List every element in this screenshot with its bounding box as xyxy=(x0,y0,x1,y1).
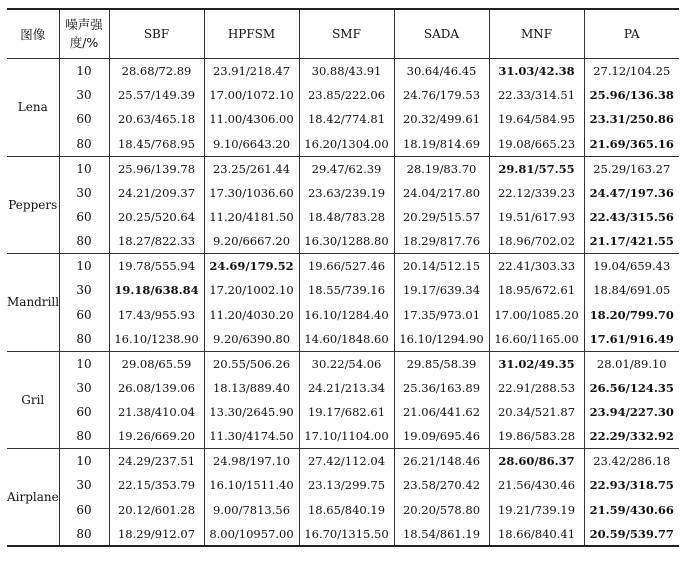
cell-value: 20.34/521.87 xyxy=(497,405,576,420)
cell-value: 9.10/6643.20 xyxy=(212,136,291,151)
cell-hpfsm xyxy=(204,424,299,448)
cell-value: 24.21/209.37 xyxy=(117,185,196,200)
cell-value: 11.20/4181.50 xyxy=(209,210,294,225)
cell-value: 17.43/955.93 xyxy=(117,307,196,322)
cell-value: 17.35/973.01 xyxy=(402,307,481,322)
cell-value: 16.60/1165.00 xyxy=(494,331,579,346)
cell-value: 29.47/62.39 xyxy=(311,161,382,176)
cell-value: 8.00/10957.00 xyxy=(209,526,294,541)
cell-value: 23.42/286.18 xyxy=(593,454,671,469)
cell-value: 19.09/695.46 xyxy=(402,429,481,444)
best-value: 21.69/365.16 xyxy=(589,136,674,151)
cell-sada xyxy=(394,156,489,180)
best-value: 21.17/421.55 xyxy=(589,234,674,249)
cell-value: 19.64/584.95 xyxy=(497,112,576,127)
noise-column-header xyxy=(59,9,109,59)
cell-pa xyxy=(584,449,679,473)
cell-value: 18.84/691.05 xyxy=(593,283,671,298)
cell-hpfsm xyxy=(204,302,299,326)
cell-mnf xyxy=(489,59,584,83)
noise-level: 10 xyxy=(59,254,109,278)
cell-sbf xyxy=(109,180,204,204)
noise-level: 80 xyxy=(59,327,109,351)
cell-smf xyxy=(299,229,394,253)
best-value: 17.61/916.49 xyxy=(589,331,674,346)
cell-sada xyxy=(394,254,489,278)
cell-sbf xyxy=(109,376,204,400)
cell-value: 9.20/6667.20 xyxy=(212,234,291,249)
cell-smf xyxy=(299,327,394,351)
cell-sada xyxy=(394,498,489,522)
method-header-sada: SADA xyxy=(394,9,489,59)
noise-level: 30 xyxy=(59,376,109,400)
cell-value: 18.45/768.95 xyxy=(117,136,196,151)
best-value: 21.59/430.66 xyxy=(589,502,674,517)
table-row xyxy=(7,107,679,131)
cell-mnf xyxy=(489,83,584,107)
cell-value: 18.66/840.41 xyxy=(497,526,576,541)
best-value: 20.59/539.77 xyxy=(589,526,674,541)
cell-mnf xyxy=(489,107,584,131)
cell-sada xyxy=(394,229,489,253)
cell-value: 11.00/4306.00 xyxy=(209,112,294,127)
cell-value: 18.54/861.19 xyxy=(402,526,481,541)
noise-level: 10 xyxy=(59,351,109,375)
cell-sbf xyxy=(109,59,204,83)
cell-value: 20.14/512.15 xyxy=(402,259,481,274)
cell-hpfsm xyxy=(204,156,299,180)
table-row xyxy=(7,449,679,473)
cell-hpfsm xyxy=(204,83,299,107)
cell-value: 20.25/520.64 xyxy=(117,210,196,225)
image-column-header: 图像 xyxy=(7,9,59,59)
table-row xyxy=(7,424,679,448)
cell-value: 24.21/213.34 xyxy=(307,380,386,395)
best-value: 24.47/197.36 xyxy=(589,185,674,200)
cell-value: 20.29/515.57 xyxy=(402,210,481,225)
cell-value: 24.04/217.80 xyxy=(402,185,481,200)
cell-value: 25.96/139.78 xyxy=(117,161,196,176)
cell-pa xyxy=(584,83,679,107)
header-row xyxy=(7,9,679,59)
cell-value: 19.08/665.23 xyxy=(497,136,576,151)
noise-level: 60 xyxy=(59,498,109,522)
best-value: 28.60/86.37 xyxy=(498,454,575,469)
cell-sbf xyxy=(109,302,204,326)
cell-sbf xyxy=(109,400,204,424)
cell-pa xyxy=(584,107,679,131)
method-header-sbf: SBF xyxy=(109,9,204,59)
cell-sbf xyxy=(109,424,204,448)
cell-value: 19.66/527.46 xyxy=(307,259,386,274)
cell-sbf xyxy=(109,205,204,229)
noise-level: 60 xyxy=(59,302,109,326)
cell-sada xyxy=(394,449,489,473)
cell-sbf xyxy=(109,107,204,131)
cell-mnf xyxy=(489,351,584,375)
cell-value: 18.42/774.81 xyxy=(307,112,386,127)
best-value: 18.20/799.70 xyxy=(589,307,674,322)
cell-smf xyxy=(299,522,394,546)
cell-value: 18.65/840.19 xyxy=(307,502,386,517)
cell-hpfsm xyxy=(204,449,299,473)
noise-header-line1: 噪声强 xyxy=(65,17,103,32)
cell-value: 20.20/578.80 xyxy=(402,502,481,517)
cell-value: 16.20/1304.00 xyxy=(304,136,389,151)
method-header-pa: PA xyxy=(584,9,679,59)
noise-level: 80 xyxy=(59,132,109,156)
method-header-mnf: MNF xyxy=(489,9,584,59)
cell-hpfsm xyxy=(204,522,299,546)
cell-sada xyxy=(394,83,489,107)
cell-value: 17.00/1085.20 xyxy=(494,307,579,322)
cell-sbf xyxy=(109,278,204,302)
cell-value: 30.22/54.06 xyxy=(311,356,382,371)
cell-pa xyxy=(584,59,679,83)
best-value: 22.29/332.92 xyxy=(589,429,674,444)
cell-value: 16.70/1315.50 xyxy=(304,526,389,541)
cell-hpfsm xyxy=(204,351,299,375)
cell-smf xyxy=(299,254,394,278)
cell-mnf xyxy=(489,132,584,156)
cell-smf xyxy=(299,132,394,156)
cell-hpfsm xyxy=(204,278,299,302)
cell-value: 17.30/1036.60 xyxy=(209,185,294,200)
cell-value: 22.33/314.51 xyxy=(497,88,576,103)
noise-level: 80 xyxy=(59,522,109,546)
cell-mnf xyxy=(489,473,584,497)
cell-pa xyxy=(584,180,679,204)
cell-value: 22.12/339.23 xyxy=(497,185,576,200)
cell-mnf xyxy=(489,254,584,278)
best-value: 31.02/49.35 xyxy=(498,356,575,371)
cell-value: 20.63/465.18 xyxy=(117,112,196,127)
cell-sada xyxy=(394,205,489,229)
table-row xyxy=(7,376,679,400)
cell-value: 23.63/239.19 xyxy=(307,185,386,200)
cell-value: 23.25/261.44 xyxy=(212,161,291,176)
cell-value: 21.56/430.46 xyxy=(497,478,576,493)
cell-pa xyxy=(584,327,679,351)
cell-hpfsm xyxy=(204,498,299,522)
cell-mnf xyxy=(489,498,584,522)
table-row xyxy=(7,498,679,522)
cell-value: 19.86/583.28 xyxy=(497,429,576,444)
cell-smf xyxy=(299,59,394,83)
cell-value: 24.98/197.10 xyxy=(212,454,291,469)
cell-value: 26.08/139.06 xyxy=(117,380,196,395)
best-value: 22.93/318.75 xyxy=(589,478,674,493)
noise-level: 60 xyxy=(59,205,109,229)
cell-value: 9.20/6390.80 xyxy=(212,331,291,346)
cell-value: 28.68/72.89 xyxy=(121,63,192,78)
cell-smf xyxy=(299,376,394,400)
cell-pa xyxy=(584,156,679,180)
cell-pa xyxy=(584,132,679,156)
cell-value: 16.10/1511.40 xyxy=(209,478,294,493)
cell-mnf xyxy=(489,205,584,229)
cell-smf xyxy=(299,107,394,131)
cell-smf xyxy=(299,449,394,473)
cell-value: 20.12/601.28 xyxy=(117,502,196,517)
cell-value: 16.10/1294.90 xyxy=(399,331,484,346)
cell-hpfsm xyxy=(204,107,299,131)
cell-pa xyxy=(584,473,679,497)
cell-mnf xyxy=(489,327,584,351)
cell-value: 19.26/669.20 xyxy=(117,429,196,444)
cell-sbf xyxy=(109,351,204,375)
cell-smf xyxy=(299,156,394,180)
cell-hpfsm xyxy=(204,180,299,204)
cell-value: 17.00/1072.10 xyxy=(209,88,294,103)
cell-value: 22.15/353.79 xyxy=(117,478,196,493)
cell-sada xyxy=(394,424,489,448)
cell-value: 23.58/270.42 xyxy=(402,478,481,493)
cell-value: 19.17/682.61 xyxy=(307,405,386,420)
table-row xyxy=(7,132,679,156)
cell-smf xyxy=(299,498,394,522)
best-value: 29.81/57.55 xyxy=(498,161,575,176)
cell-value: 13.30/2645.90 xyxy=(209,405,294,420)
table-row xyxy=(7,327,679,351)
cell-value: 9.00/7813.56 xyxy=(212,502,291,517)
cell-value: 18.13/889.40 xyxy=(212,380,291,395)
cell-value: 25.57/149.39 xyxy=(117,88,196,103)
cell-value: 23.91/218.47 xyxy=(212,63,291,78)
cell-value: 19.04/659.43 xyxy=(593,259,671,274)
noise-level: 30 xyxy=(59,278,109,302)
cell-mnf xyxy=(489,229,584,253)
cell-mnf xyxy=(489,522,584,546)
image-name: Mandrill xyxy=(7,254,59,352)
cell-value: 23.13/299.75 xyxy=(307,478,386,493)
cell-value: 17.20/1002.10 xyxy=(209,283,294,298)
noise-level: 80 xyxy=(59,424,109,448)
image-name: Peppers xyxy=(7,156,59,254)
cell-pa xyxy=(584,424,679,448)
cell-pa xyxy=(584,229,679,253)
cell-sada xyxy=(394,400,489,424)
cell-sbf xyxy=(109,83,204,107)
results-table xyxy=(7,8,679,547)
cell-mnf xyxy=(489,424,584,448)
cell-mnf xyxy=(489,156,584,180)
cell-smf xyxy=(299,351,394,375)
cell-mnf xyxy=(489,180,584,204)
cell-value: 29.85/58.39 xyxy=(406,356,477,371)
cell-sbf xyxy=(109,229,204,253)
cell-mnf xyxy=(489,278,584,302)
table-row xyxy=(7,180,679,204)
cell-value: 30.64/46.45 xyxy=(406,63,477,78)
cell-value: 20.32/499.61 xyxy=(402,112,481,127)
cell-sada xyxy=(394,132,489,156)
table-row xyxy=(7,351,679,375)
cell-value: 17.10/1104.00 xyxy=(304,429,389,444)
cell-sada xyxy=(394,302,489,326)
table-row xyxy=(7,254,679,278)
best-value: 25.96/136.38 xyxy=(589,88,674,103)
image-name: Airplane xyxy=(7,449,59,547)
cell-smf xyxy=(299,278,394,302)
cell-hpfsm xyxy=(204,229,299,253)
noise-level: 10 xyxy=(59,156,109,180)
best-value: 22.43/315.56 xyxy=(589,210,674,225)
cell-sbf xyxy=(109,449,204,473)
best-value: 19.18/638.84 xyxy=(114,283,199,298)
cell-hpfsm xyxy=(204,400,299,424)
cell-mnf xyxy=(489,302,584,326)
cell-value: 26.21/148.46 xyxy=(402,454,481,469)
cell-value: 22.41/303.33 xyxy=(497,259,576,274)
cell-value: 24.76/179.53 xyxy=(402,88,481,103)
cell-value: 16.10/1284.40 xyxy=(304,307,389,322)
cell-mnf xyxy=(489,376,584,400)
method-header-hpfsm: HPFSM xyxy=(204,9,299,59)
cell-sada xyxy=(394,327,489,351)
noise-level: 10 xyxy=(59,449,109,473)
cell-value: 18.48/783.28 xyxy=(307,210,386,225)
table-row xyxy=(7,302,679,326)
table-row xyxy=(7,473,679,497)
cell-pa xyxy=(584,376,679,400)
cell-value: 18.95/672.61 xyxy=(497,283,576,298)
cell-value: 27.42/112.04 xyxy=(307,454,386,469)
cell-mnf xyxy=(489,400,584,424)
table-row xyxy=(7,205,679,229)
best-value: 24.69/179.52 xyxy=(209,259,294,274)
cell-value: 23.85/222.06 xyxy=(307,88,386,103)
cell-pa xyxy=(584,498,679,522)
cell-value: 28.01/89.10 xyxy=(596,356,667,371)
cell-value: 16.30/1288.80 xyxy=(304,234,389,249)
cell-value: 24.29/237.51 xyxy=(117,454,196,469)
cell-mnf xyxy=(489,449,584,473)
cell-value: 18.29/912.07 xyxy=(117,526,196,541)
cell-value: 18.96/702.02 xyxy=(497,234,576,249)
cell-value: 30.88/43.91 xyxy=(311,63,382,78)
image-name: Lena xyxy=(7,59,59,157)
cell-value: 21.38/410.04 xyxy=(117,405,196,420)
table-row xyxy=(7,156,679,180)
cell-value: 19.17/639.34 xyxy=(402,283,481,298)
cell-smf xyxy=(299,180,394,204)
cell-hpfsm xyxy=(204,59,299,83)
cell-hpfsm xyxy=(204,327,299,351)
cell-sada xyxy=(394,107,489,131)
table-row xyxy=(7,278,679,302)
best-value: 23.94/227.30 xyxy=(589,405,674,420)
cell-sbf xyxy=(109,473,204,497)
table-row xyxy=(7,229,679,253)
cell-value: 11.20/4030.20 xyxy=(209,307,294,322)
cell-value: 29.08/65.59 xyxy=(121,356,192,371)
cell-value: 18.55/739.16 xyxy=(307,283,386,298)
method-header-smf: SMF xyxy=(299,9,394,59)
table-row xyxy=(7,59,679,83)
best-value: 31.03/42.38 xyxy=(498,63,575,78)
cell-sada xyxy=(394,59,489,83)
cell-smf xyxy=(299,473,394,497)
cell-sada xyxy=(394,376,489,400)
cell-pa xyxy=(584,254,679,278)
cell-sbf xyxy=(109,498,204,522)
cell-sada xyxy=(394,278,489,302)
cell-hpfsm xyxy=(204,473,299,497)
cell-sbf xyxy=(109,156,204,180)
cell-value: 18.27/822.33 xyxy=(117,234,196,249)
cell-pa xyxy=(584,351,679,375)
cell-sbf xyxy=(109,254,204,278)
cell-value: 20.55/506.26 xyxy=(212,356,291,371)
cell-sada xyxy=(394,180,489,204)
noise-level: 10 xyxy=(59,59,109,83)
cell-smf xyxy=(299,302,394,326)
cell-value: 22.91/288.53 xyxy=(497,380,576,395)
noise-level: 30 xyxy=(59,473,109,497)
cell-sbf xyxy=(109,327,204,351)
cell-value: 19.21/739.19 xyxy=(497,502,576,517)
cell-pa xyxy=(584,302,679,326)
cell-value: 16.10/1238.90 xyxy=(114,331,199,346)
cell-value: 25.29/163.27 xyxy=(593,161,671,176)
cell-sada xyxy=(394,522,489,546)
cell-hpfsm xyxy=(204,205,299,229)
table-row xyxy=(7,522,679,546)
cell-sbf xyxy=(109,522,204,546)
table-row xyxy=(7,400,679,424)
cell-value: 18.29/817.76 xyxy=(402,234,481,249)
cell-hpfsm xyxy=(204,132,299,156)
cell-value: 14.60/1848.60 xyxy=(304,331,389,346)
cell-pa xyxy=(584,400,679,424)
best-value: 23.31/250.86 xyxy=(589,112,674,127)
cell-smf xyxy=(299,400,394,424)
noise-level: 60 xyxy=(59,107,109,131)
cell-sada xyxy=(394,473,489,497)
cell-smf xyxy=(299,205,394,229)
cell-value: 18.19/814.69 xyxy=(402,136,481,151)
cell-value: 11.30/4174.50 xyxy=(209,429,294,444)
cell-value: 19.78/555.94 xyxy=(117,259,196,274)
cell-sada xyxy=(394,351,489,375)
cell-value: 19.51/617.93 xyxy=(497,210,576,225)
table-body xyxy=(7,59,679,547)
cell-sbf xyxy=(109,132,204,156)
cell-value: 28.19/83.70 xyxy=(406,161,477,176)
cell-value: 25.36/163.89 xyxy=(402,380,481,395)
cell-pa xyxy=(584,522,679,546)
best-value: 26.56/124.35 xyxy=(589,380,674,395)
cell-hpfsm xyxy=(204,254,299,278)
table-row xyxy=(7,83,679,107)
image-name: Gril xyxy=(7,351,59,449)
cell-value: 27.12/104.25 xyxy=(593,63,671,78)
noise-header-line2: 度/% xyxy=(69,35,99,50)
noise-level: 80 xyxy=(59,229,109,253)
cell-pa xyxy=(584,278,679,302)
noise-level: 30 xyxy=(59,180,109,204)
noise-level: 30 xyxy=(59,83,109,107)
cell-value: 21.06/441.62 xyxy=(402,405,481,420)
cell-smf xyxy=(299,83,394,107)
cell-smf xyxy=(299,424,394,448)
noise-level: 60 xyxy=(59,400,109,424)
cell-hpfsm xyxy=(204,376,299,400)
cell-pa xyxy=(584,205,679,229)
